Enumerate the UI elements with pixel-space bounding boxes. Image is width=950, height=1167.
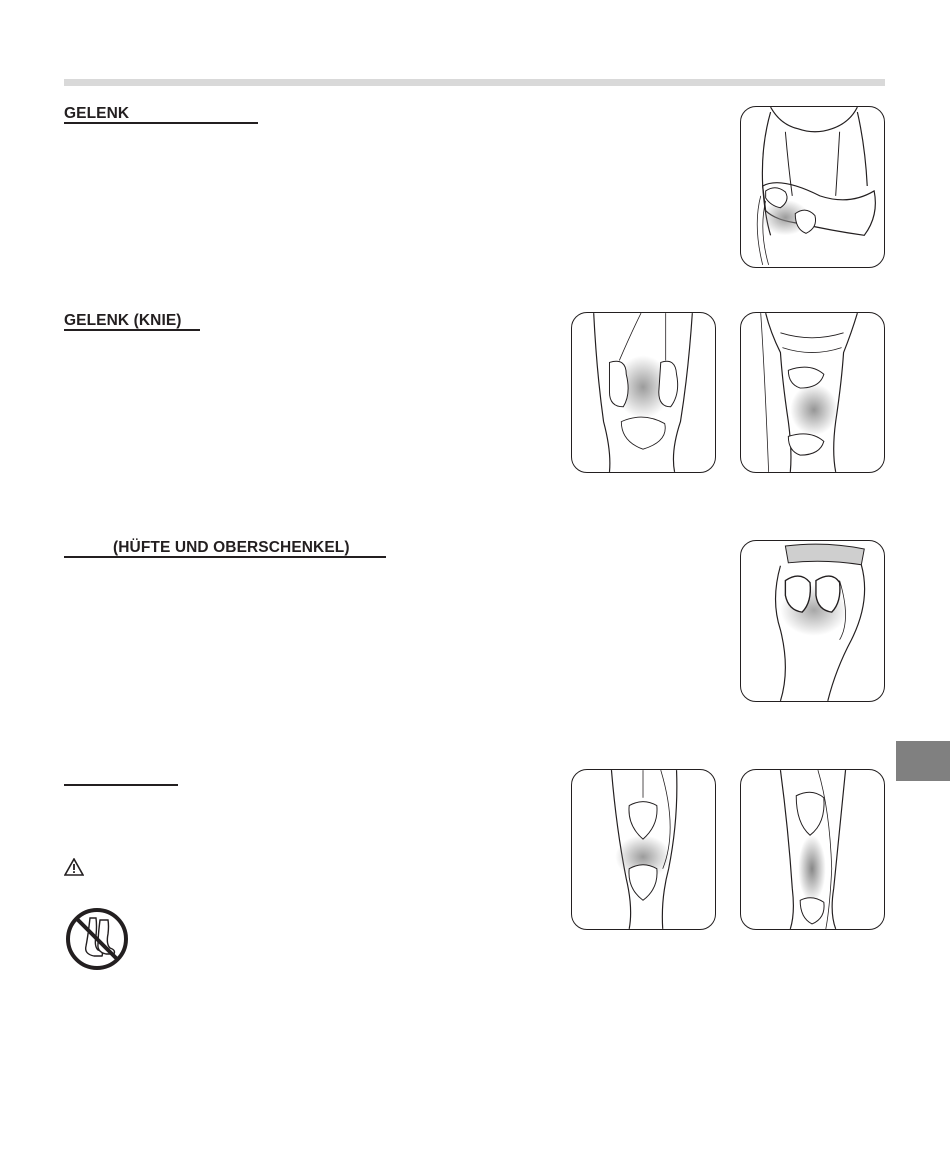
illustration-hip [740,540,885,702]
illustration-knee-front [571,312,716,473]
heading-underline [64,122,258,124]
heading-underline [64,329,200,331]
section-heading-knee: GELENK (KNIE) [64,312,182,329]
chapter-tab [896,741,950,781]
heading-underline [64,784,178,786]
section-heading-elbow: GELENK [64,105,130,122]
section-heading-hip: (HÜFTE UND OBERSCHENKEL) [113,539,350,556]
warning-triangle-icon [64,858,84,876]
heading-underline [64,556,386,558]
illustration-elbow [740,106,885,268]
illustration-knee-back [740,312,885,473]
top-divider [64,79,885,86]
no-feet-prohibited-icon [64,906,130,972]
illustration-calf-front [571,769,716,930]
illustration-calf-back [740,769,885,930]
